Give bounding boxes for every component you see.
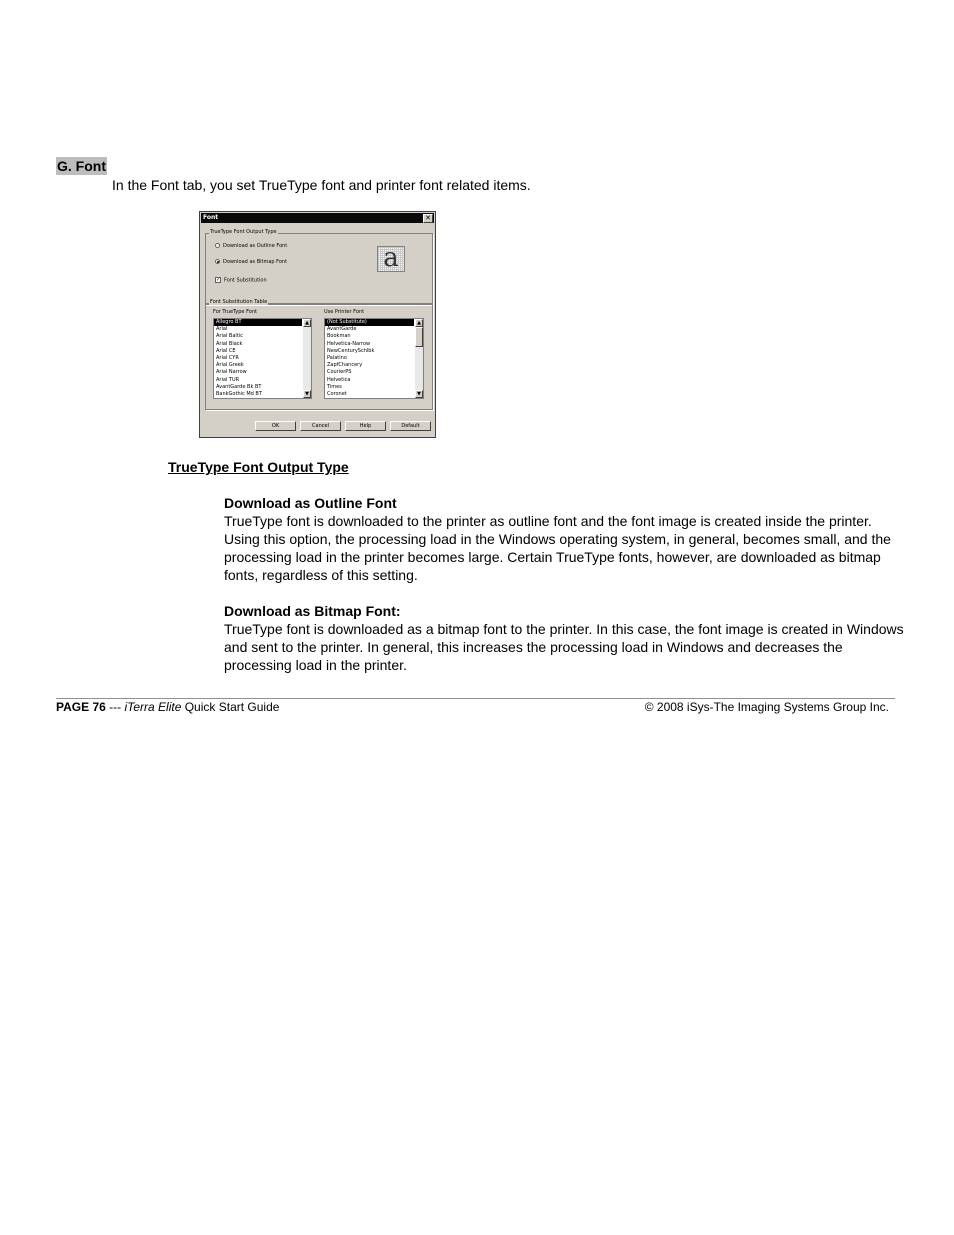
copyright: © 2008 iSys-The Imaging Systems Group Inc. [644,700,889,714]
font-dialog-screenshot [199,211,436,438]
default-button[interactable]: Default [390,421,431,431]
footer-separator: --- [105,700,125,714]
bitmap-term: Download as Bitmap Font: [224,603,401,619]
help-button[interactable]: Help [345,421,386,431]
outline-radio-label: Download as Outline Font [223,243,288,249]
scroll-thumb[interactable] [415,327,423,347]
list-item[interactable]: Arial CYR [216,354,239,361]
list-item[interactable]: Helvetica-Narrow [327,340,371,347]
checkmark-icon: ✓ [216,277,221,283]
outline-term: Download as Outline Font [224,495,397,511]
list-item[interactable]: Arial [216,326,228,333]
substitution-table-title: Font Substitution Table [210,299,268,305]
list-item[interactable]: Arial Black [216,340,243,347]
list-item[interactable]: CourierPS [327,369,352,376]
list-item[interactable]: Palatino [327,354,347,361]
list-item[interactable]: Arial Greek [216,362,244,369]
list-item[interactable]: AvantGarde Bk BT [216,383,262,390]
font-substitution-label: Font Substitution [224,277,267,284]
radio-selected-icon [215,259,220,264]
list-item[interactable]: Arial TUR [216,376,240,383]
intro-text: In the Font tab, you set TrueType font and printer font related items. [112,177,531,193]
truetype-column-label: For TrueType Font [213,309,257,315]
outline-radio-option[interactable] [215,243,287,249]
output-type-group-title: TrueType Font Output Type [210,229,277,235]
footer-divider [56,698,895,699]
cancel-button[interactable]: Cancel [300,421,341,431]
scroll-up-icon[interactable]: ▲ [303,319,311,327]
printer-column-label: Use Printer Font [324,309,365,315]
list-item[interactable]: Arial Baltic [216,333,243,340]
ok-button[interactable]: OK [255,421,296,431]
list-item[interactable]: Helvetica [327,376,351,383]
list-item[interactable]: Allegro BT [214,319,302,326]
printer-scrollbar[interactable] [415,319,423,398]
printer-font-items [325,319,423,398]
font-substitution-checkbox[interactable] [215,277,267,284]
truetype-scrollbar[interactable] [303,319,311,398]
truetype-font-list[interactable] [213,318,312,399]
product-name: iTerra Elite [124,700,182,714]
bitmap-description: TrueType font is downloaded as a bitmap font to the printer. In this case, the font image is created in Windows and sent to the printer. In general, this increases the processing load in Windows and decreases the processing load in the printer. [224,621,904,673]
bitmap-radio-label: Download as Bitmap Font [223,259,288,265]
list-item[interactable]: Arial CE [216,347,236,354]
list-item[interactable]: AvantGarde [327,326,357,333]
list-item[interactable]: Bookman [327,333,351,340]
radio-icon [215,243,220,248]
outline-description: TrueType font is downloaded to the printer as outline font and the font image is created inside the printer. Using this option, the processing load in the Windows operating system, in general, becomes small, and the processing load in the printer becomes large. Certain TrueType fonts, however, are downloaded as bitmap fonts, regardless of this setting. [224,513,891,583]
subsection-heading: TrueType Font Output Type [168,459,349,475]
list-item[interactable]: Coronet [327,390,347,397]
list-item[interactable]: Times [327,383,342,390]
list-item[interactable]: BankGothic Md BT [216,390,262,397]
close-icon[interactable]: ✕ [423,214,433,223]
footer-page-info [56,700,279,715]
truetype-font-items [214,319,311,398]
list-item[interactable]: NewCenturySchlbk [327,347,375,354]
list-item[interactable]: (Not Substitute) [325,319,414,326]
bitmap-radio-option[interactable] [215,259,287,265]
section-heading: G. Font [57,158,106,174]
font-preview: a [377,246,405,272]
scroll-down-icon[interactable]: ▼ [415,390,423,398]
page-number: PAGE 76 [56,700,106,714]
list-item[interactable]: Arial Narrow [216,369,247,376]
printer-font-list[interactable] [324,318,424,399]
scroll-down-icon[interactable]: ▼ [303,390,311,398]
guide-name: Quick Start Guide [181,700,280,714]
dialog-titlebar [201,213,434,223]
scroll-up-icon[interactable]: ▲ [415,319,423,327]
dialog-title: Font [203,214,219,221]
list-item[interactable]: ZapfChancery [327,362,363,369]
